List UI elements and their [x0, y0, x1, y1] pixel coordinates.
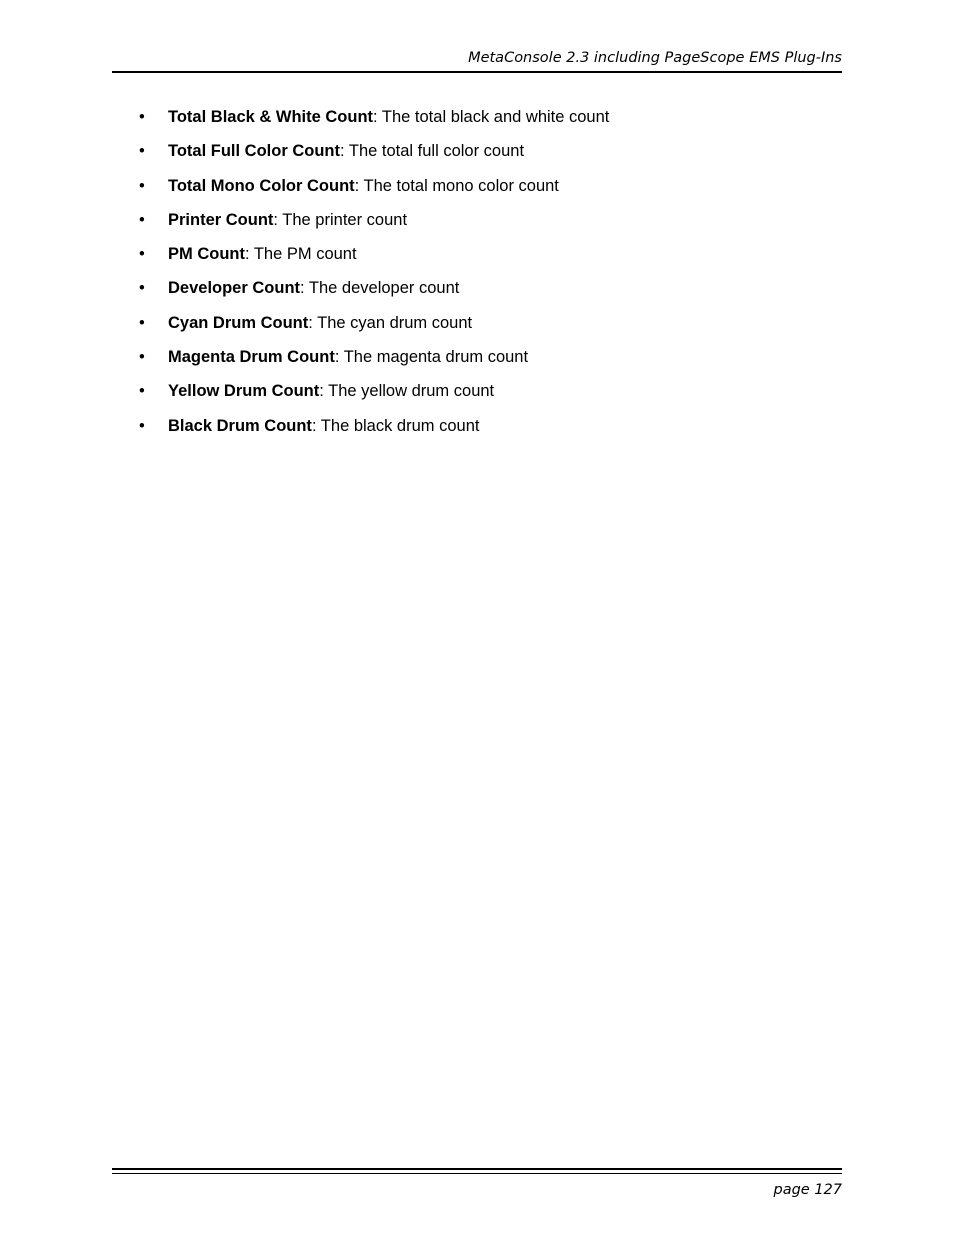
item-description: : The yellow drum count — [319, 382, 495, 401]
item-description: : The cyan drum count — [308, 313, 473, 332]
running-header: MetaConsole 2.3 including PageScope EMS Plug-Ins — [468, 50, 842, 66]
item-term: Black Drum Count — [168, 416, 312, 435]
item-term: Total Mono Color Count — [168, 176, 355, 195]
item-description: : The black drum count — [311, 416, 480, 435]
bullet-icon: • — [139, 382, 145, 401]
item-term: Developer Count — [168, 279, 301, 298]
bullet-icon: • — [139, 108, 145, 126]
page-number: page 127 — [773, 1182, 842, 1198]
bullet-icon: • — [139, 245, 145, 264]
footer-divider-thin — [112, 1173, 842, 1174]
bullet-icon: • — [139, 313, 145, 332]
item-term: Total Black & White Count — [168, 108, 374, 126]
bullet-icon: • — [139, 279, 145, 298]
item-description: : The magenta drum count — [334, 348, 529, 367]
item-term: Magenta Drum Count — [168, 348, 335, 367]
item-term: Printer Count — [168, 210, 274, 229]
footer-divider-thick — [112, 1168, 842, 1170]
item-description: : The PM count — [244, 245, 357, 264]
bullet-icon: • — [139, 210, 145, 229]
item-term: PM Count — [168, 245, 245, 264]
item-description: : The total black and white count — [373, 108, 610, 126]
item-term: Total Full Color Count — [168, 142, 340, 161]
bullet-icon: • — [139, 142, 145, 161]
item-description: : The total mono color count — [354, 176, 559, 195]
bullet-icon: • — [139, 416, 145, 435]
item-description: : The developer count — [300, 279, 460, 298]
item-description: : The total full color count — [340, 142, 525, 161]
item-description: : The printer count — [273, 210, 408, 229]
header-divider — [112, 71, 842, 73]
item-term: Yellow Drum Count — [168, 382, 320, 401]
bullet-icon: • — [139, 176, 145, 195]
bullet-icon: • — [139, 348, 145, 367]
item-term: Cyan Drum Count — [168, 313, 309, 332]
